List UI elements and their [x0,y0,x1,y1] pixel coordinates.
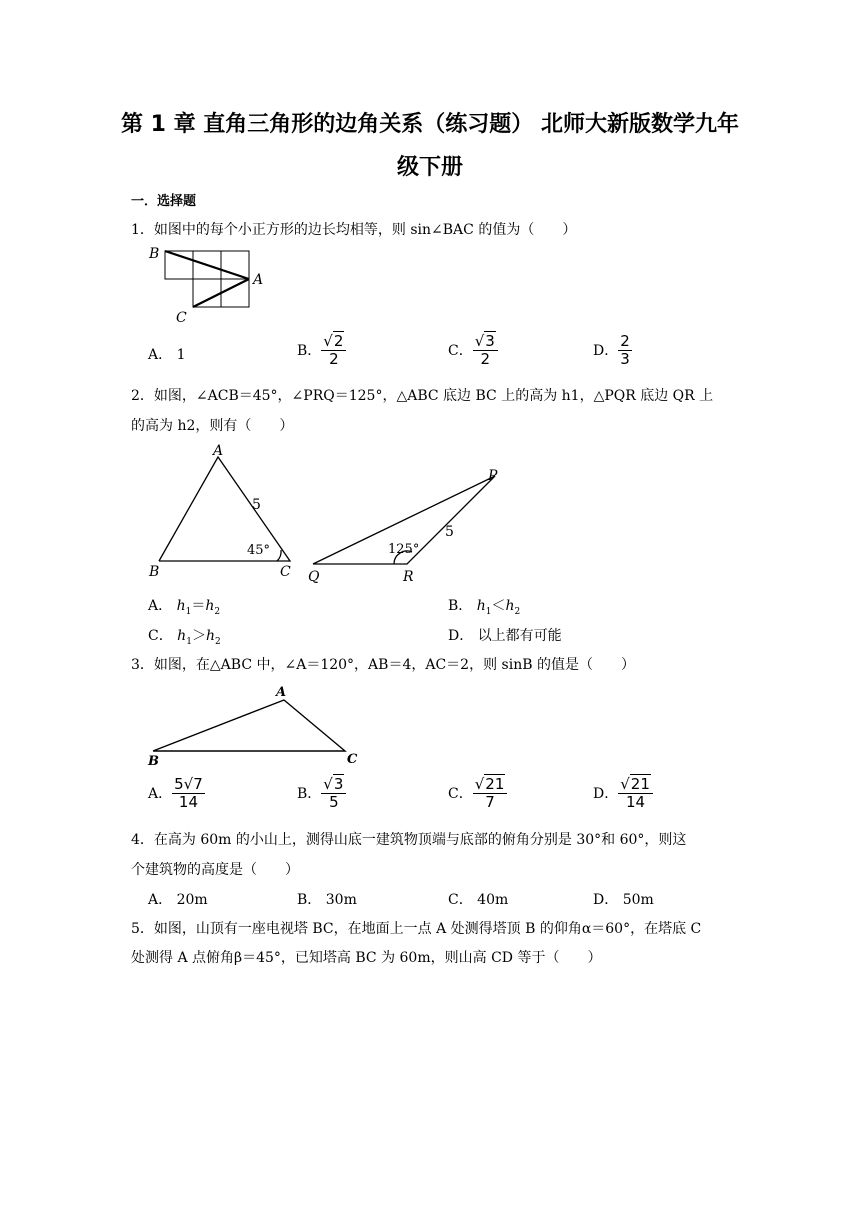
q4-text-line2: 个建筑物的高度是（ ） [131,862,299,878]
q4-option-a[interactable]: A． 20m [148,892,208,908]
q1-option-d[interactable]: D． $\frac{2}{3}$ [593,332,630,369]
q3-option-c[interactable]: C． $\frac{√21}{7}$ [448,776,507,812]
q2-option-b[interactable]: B． $h_1<h_2$ [448,598,521,617]
q1-option-b[interactable]: B． $\frac{√2}{2}$ [297,333,346,369]
q3-triangle-figure [140,683,380,768]
q1-option-a[interactable]: A． 1 [148,347,186,363]
q2-side-label: 5 [252,497,261,513]
q2-option-a[interactable]: A． $h_1=h_2$ [148,598,221,617]
q2-label-p: P [488,468,498,484]
q3-label-a: A [276,685,287,700]
q1-grid-figure [140,243,280,327]
q1-label-a: A [253,272,264,288]
q3-label-b: B [148,754,159,768]
q4-text-line1: 4．在高为 60m 的小山上，测得山底一建筑物顶端与底部的俯角分别是 30°和 60°，则这 [131,832,687,848]
q4-option-c[interactable]: C． 40m [448,892,509,908]
q2-text-line2: 的高为 h2，则有（ ） [131,418,294,434]
q1-text: 1．如图中的每个小正方形的边长均相等，则 sin∠BAC 的值为（ ） [131,222,577,238]
q2-label-q: Q [308,569,320,585]
q4-option-b[interactable]: B． 30m [297,892,357,908]
q3-option-b[interactable]: B． $\frac{√3}{5}$ [297,776,346,812]
q2-angle-125: 125° [388,542,420,557]
q5-text-line2: 处测得 A 点俯角β＝45°，已知塔高 BC 为 60m，则山高 CD 等于（ ） [131,950,602,966]
q1-label-b: B [149,246,160,262]
q4-option-d[interactable]: D． 50m [593,892,654,908]
document-title-line2: 级下册 [396,155,463,180]
q2-label-b: B [149,564,160,580]
q3-option-a[interactable]: A． $\frac{5√7}{14}$ [148,775,203,812]
q3-text: 3．如图，在△ABC 中，∠A＝120°，AB＝4，AC＝2，则 sinB 的值是（ ） [131,657,635,673]
q2-label-c: C [280,564,291,580]
q3-option-d[interactable]: D． $\frac{√21}{14}$ [593,776,653,812]
q5-text-line1: 5．如图，山顶有一座电视塔 BC，在地面上一点 A 处测得塔顶 B 的仰角α＝60°，在塔底 C [131,921,702,937]
q2-text-line1: 2．如图，∠ACB＝45°，∠PRQ＝125°，△ABC 底边 BC 上的高为 h1，△PQR 底边 QR 上 [131,388,714,404]
q2-label-r: R [403,569,414,585]
document-title-line1: 第 1 章 直角三角形的边角关系（练习题） 北师大新版数学九年 [121,112,739,137]
q2-option-d[interactable]: D． 以上都有可能 [448,628,562,644]
section-heading: 一．选择题 [131,194,197,209]
q2-side2-label: 5 [445,524,454,540]
q2-label-a: A [213,443,224,459]
q1-label-c: C [176,310,187,326]
q2-triangles-figure [140,440,520,585]
q2-option-c[interactable]: C． $h_1>h_2$ [148,628,221,647]
q1-option-c[interactable]: C． $\frac{√3}{2}$ [448,333,498,369]
q3-label-c: C [347,752,358,767]
q2-angle-45: 45° [247,543,271,558]
